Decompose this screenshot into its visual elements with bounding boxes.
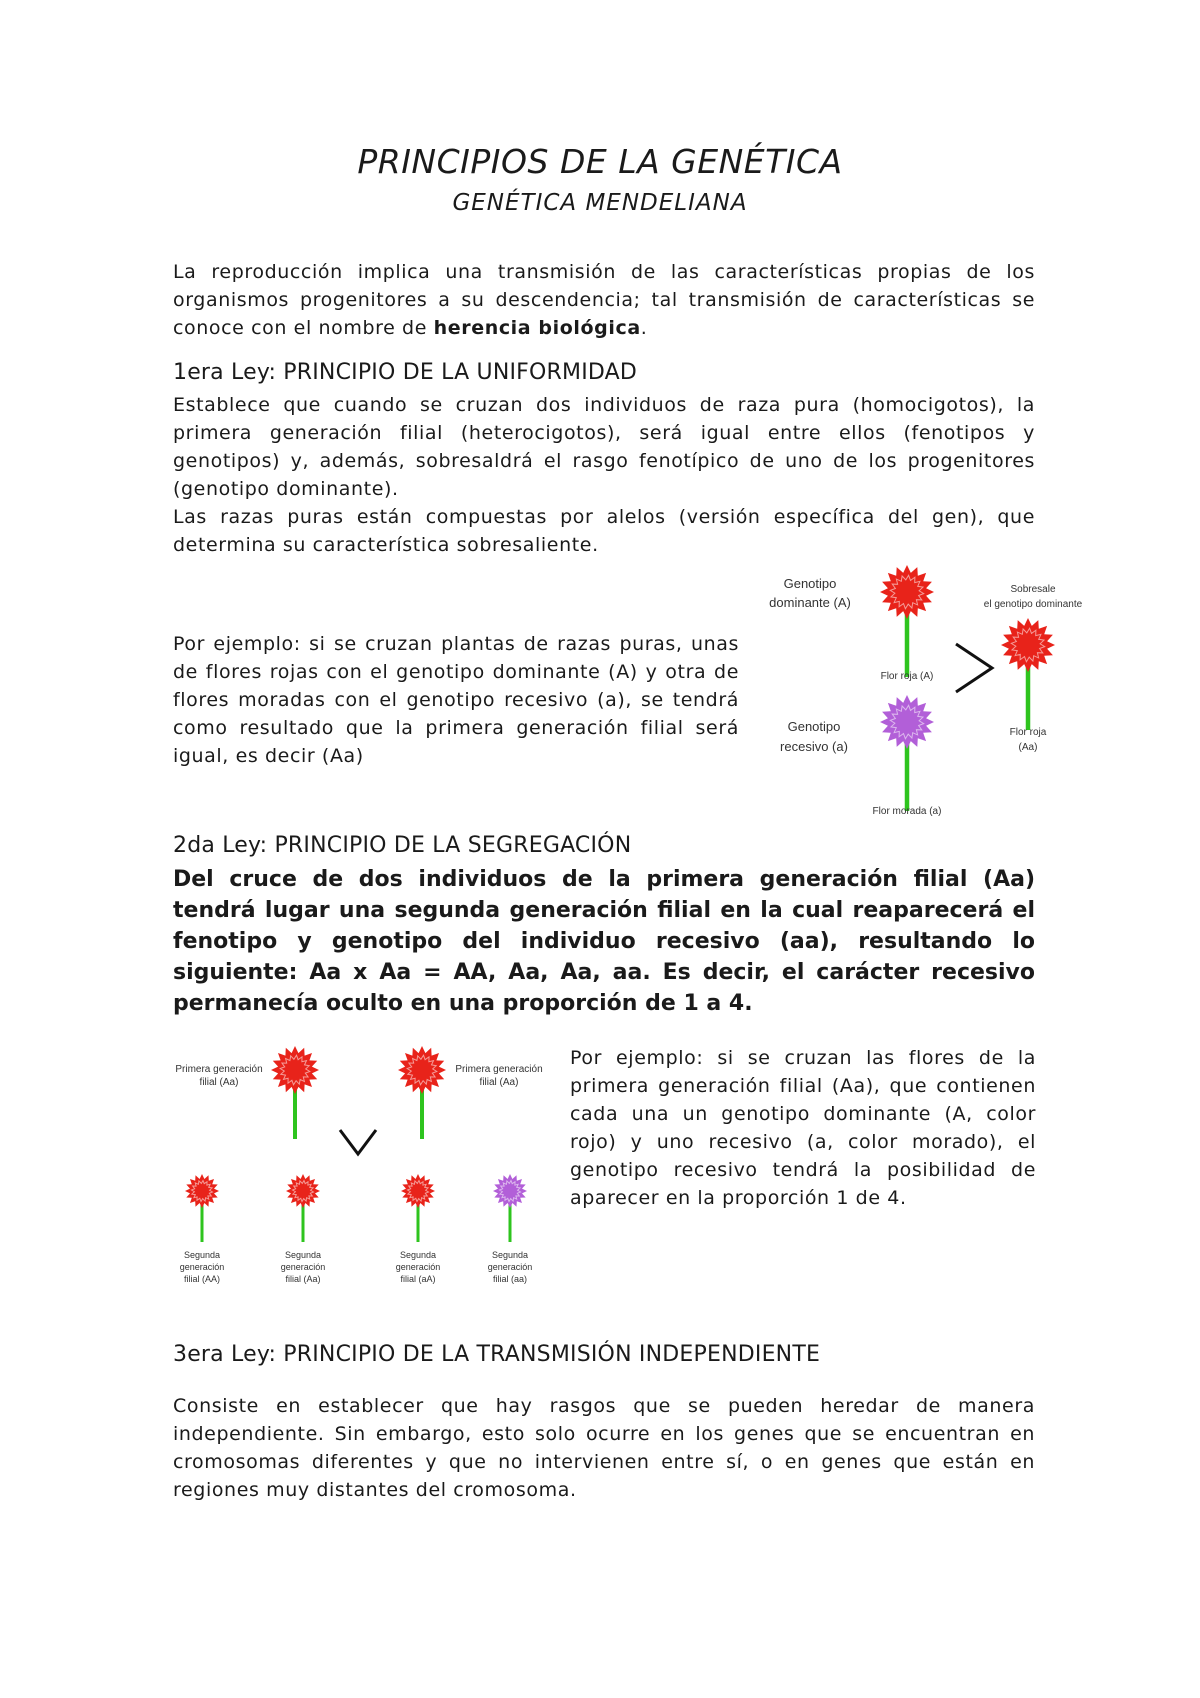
flower-purple-offspring-4 — [493, 1174, 527, 1242]
flower-petals — [398, 1046, 446, 1094]
flower-red-parent-right — [398, 1046, 446, 1139]
purple-flower-caption: Flor morada (a) — [872, 806, 942, 817]
offspring-caption-2 — [281, 1250, 326, 1284]
dominant-label-2: dominante (A) — [769, 595, 851, 610]
flower-petals — [880, 565, 934, 619]
result-caption-1: Flor roja — [1009, 727, 1047, 738]
law3-paragraph: Consiste en establecer que hay rasgos que se pueden heredar de manera independiente. Sin embargo, esto solo ocurre en los genes que se encuentran en cromosomas diferentes y que no intervienen entre sí, o en genes que están en regiones muy distantes del cromosoma. — [173, 1395, 1035, 1501]
offspring-caption-4 — [488, 1250, 533, 1284]
parent-right-label-1: Primera generación — [455, 1064, 543, 1075]
intro-bold-term: herencia biológica — [433, 317, 641, 339]
flower-petals — [401, 1174, 435, 1208]
flower-purple-recessive — [880, 695, 934, 811]
offspring-4-line-1: Segunda — [491, 1250, 529, 1260]
offspring-2-line-3: filial (Aa) — [285, 1274, 321, 1284]
flower-petals — [1001, 618, 1055, 672]
law1-heading: 1era Ley: PRINCIPIO DE LA UNIFORMIDAD — [173, 360, 638, 385]
dominant-label-1: Genotipo — [783, 576, 837, 591]
law3-heading: 3era Ley: PRINCIPIO DE LA TRANSMISIÓN INDEPENDIENTE — [173, 1342, 821, 1367]
parent-left-label-1: Primera generación — [175, 1064, 263, 1075]
offspring-1-line-1: Segunda — [183, 1250, 221, 1260]
result-caption-2: (Aa) — [1018, 742, 1038, 753]
offspring-4-line-3: filial (aa) — [492, 1274, 528, 1284]
recessive-label-2: recesivo (a) — [780, 739, 848, 754]
flower-red-dominant — [880, 565, 934, 677]
result-label-1: Sobresale — [1010, 584, 1056, 595]
flower-red-offspring-1 — [185, 1174, 219, 1242]
flower-red-parent-left — [271, 1046, 319, 1139]
parent-left-label-2: filial (Aa) — [199, 1077, 239, 1088]
flower-red-result — [1001, 618, 1055, 730]
result-label-2: el genotipo dominante — [983, 599, 1083, 610]
offspring-caption-1 — [180, 1250, 225, 1284]
red-flower-caption: Flor roja (A) — [880, 671, 934, 682]
offspring-2-line-1: Segunda — [284, 1250, 322, 1260]
flower-petals — [493, 1174, 527, 1208]
offspring-caption-3 — [396, 1250, 441, 1284]
cross-symbol — [956, 644, 992, 692]
page-subtitle: GENÉTICA MENDELIANA — [452, 190, 748, 216]
offspring-1-line-2: generación — [179, 1262, 225, 1272]
law2-example-paragraph: Por ejemplo: si se cruzan las flores de la primera generación filial (Aa), que contienen cada una un genotipo dominante (A, color rojo) y uno recesivo (a, color morado), el genotipo recesivo tendrá la posibilidad de aparecer en la proporción 1 de 4. — [570, 1047, 1036, 1209]
intro-text: La reproducción implica una transmisión de las características propias de los organismos progenitores a su descendencia; tal transmisión de características se conoce con el nombre de — [173, 261, 1035, 339]
law2-paragraph: Del cruce de dos individuos de la primera generación filial (Aa) tendrá lugar una segunda generación filial en la cual reaparecerá el fenotipo y genotipo del individuo recesivo (aa), resultando lo siguiente: Aa x Aa = AA, Aa, Aa, aa. Es decir, el carácter recesivo permanecía oculto en una proporción de 1 a 4. — [173, 867, 1035, 1016]
law1-paragraph-1: Establece que cuando se cruzan dos individuos de raza pura (homocigotos), la primera generación filial (heterocigotos), será igual entre ellos (fenotipos y genotipos) y, además, sobresaldrá el rasgo fenotípico de uno de los progenitores (genotipo dominante). — [173, 394, 1035, 500]
parent-right-label-2: filial (Aa) — [479, 1077, 519, 1088]
law1-figure — [760, 560, 1100, 822]
offspring-2-line-2: generación — [280, 1262, 326, 1272]
flower-petals — [271, 1046, 319, 1094]
offspring-4-line-2: generación — [487, 1262, 533, 1272]
offspring-3-line-2: generación — [395, 1262, 441, 1272]
law2-heading: 2da Ley: PRINCIPIO DE LA SEGREGACIÓN — [173, 833, 632, 858]
flower-red-offspring-3 — [401, 1174, 435, 1242]
intro-text-end: . — [640, 317, 648, 339]
intro-paragraph — [173, 258, 1035, 342]
offspring-3-line-1: Segunda — [399, 1250, 437, 1260]
flower-petals — [185, 1174, 219, 1208]
flower-petals — [286, 1174, 320, 1208]
cross-symbol — [340, 1130, 376, 1154]
recessive-label-1: Genotipo — [787, 719, 841, 734]
flower-red-offspring-2 — [286, 1174, 320, 1242]
offspring-1-line-3: filial (AA) — [183, 1274, 221, 1284]
law1-example-paragraph: Por ejemplo: si se cruzan plantas de razas puras, unas de flores rojas con el genotipo dominante (A) y otra de flores moradas con el genotipo recesivo (a), se tendrá como resultado que la primera generación filial será igual, es decir (Aa) — [173, 633, 739, 767]
page-title: PRINCIPIOS DE LA GENÉTICA — [357, 142, 843, 181]
law2-figure — [170, 1040, 550, 1290]
flower-petals — [880, 695, 934, 749]
law1-paragraph-2: Las razas puras están compuestas por alelos (versión específica del gen), que determina su característica sobresaliente. — [173, 506, 1035, 556]
offspring-3-line-3: filial (aA) — [400, 1274, 436, 1284]
